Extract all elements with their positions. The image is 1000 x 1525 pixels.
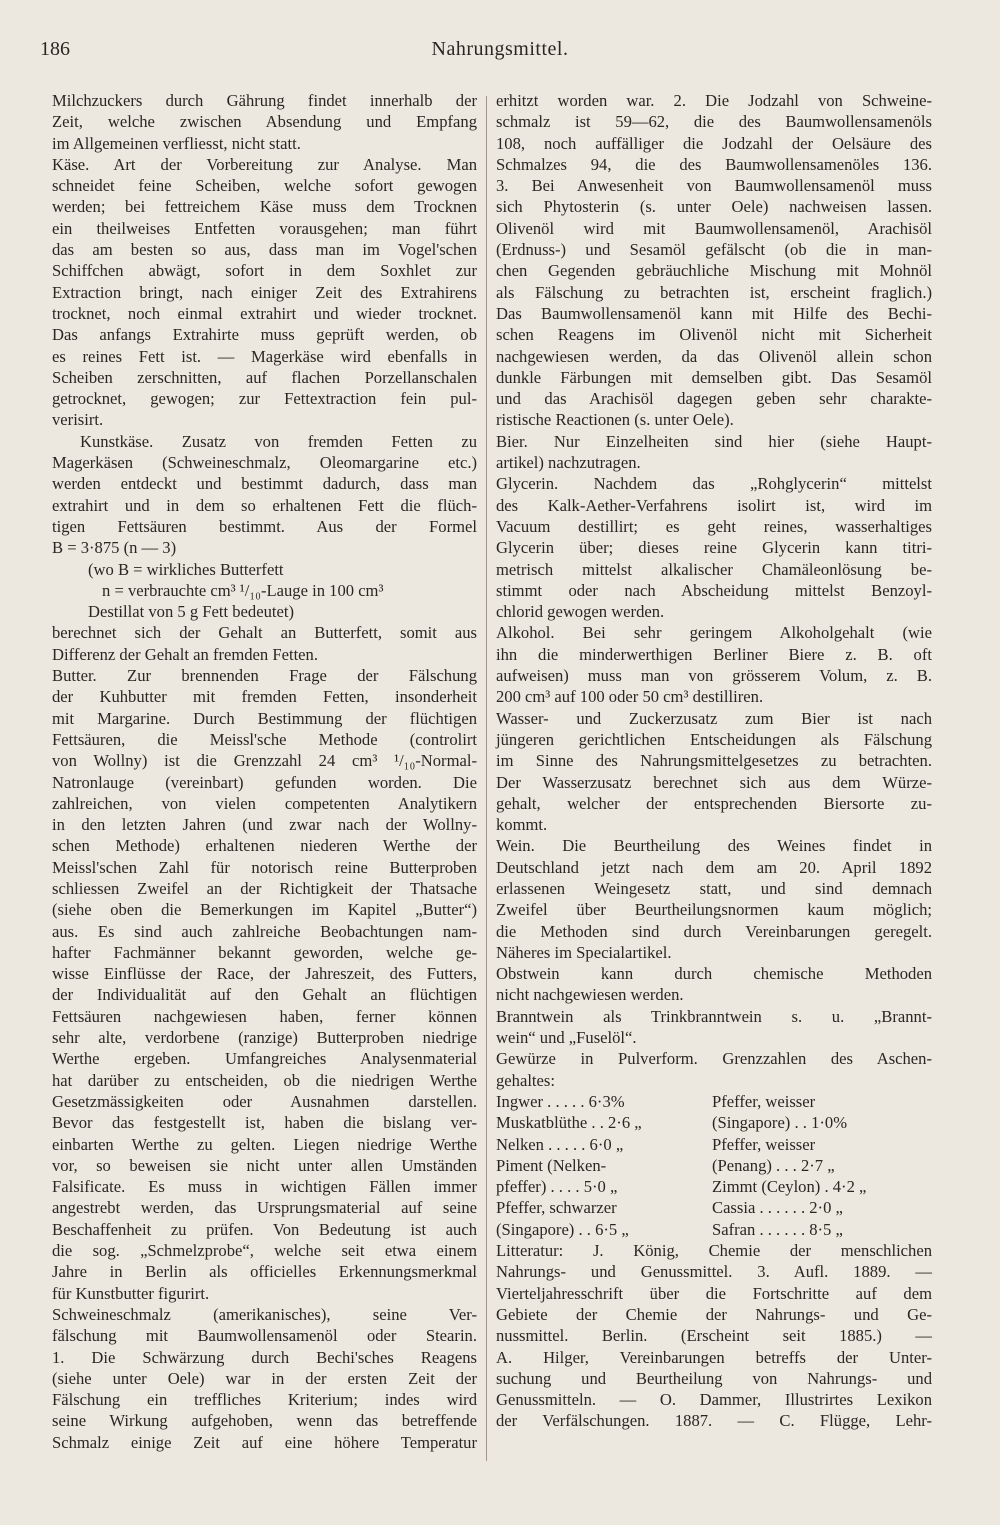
- text-line: von Wollny) ist die Grenzzahl 24 cm³ ¹/₁₀-Normal-: [52, 751, 477, 771]
- left-column: [52, 90, 477, 1453]
- text-line: Vierteljahresschrift über die Fortschritte auf dem: [496, 1283, 932, 1303]
- text-line: verisirt.: [52, 410, 104, 430]
- text-line: Bier. Nur Einzelheiten sind hier (siehe Haupt-: [496, 431, 932, 451]
- text-line: zahlreichen, von vielen competenten Analytikern: [52, 793, 477, 813]
- text-line: (wo B = wirkliches Butterfett: [88, 559, 284, 579]
- text-line: Werthe ergeben. Umfangreiches Analysenmaterial: [52, 1049, 477, 1069]
- table-cell-left: Piment (Nelken-: [496, 1155, 607, 1175]
- text-line: einbarten Werthe zu gelten. Liegen niedrige Werthe: [52, 1134, 477, 1154]
- text-line: der Verfälschungen. 1887. — C. Flügge, Lehr-: [496, 1411, 932, 1431]
- text-line: angestrebt werden, das Ursprungsmaterial auf seine: [52, 1198, 477, 1218]
- text-line: Das anfangs Extrahirte muss geprüft werden, ob: [52, 325, 477, 345]
- text-line: Schmalzes 94, die des Baumwollensamenöles 136.: [496, 154, 932, 174]
- text-line: Gesetzmässigkeiten oder Ausnahmen darstellen.: [52, 1091, 477, 1111]
- text-line: Magerkäsen (Schweineschmalz, Oleomargarine etc.): [52, 453, 477, 473]
- text-line: das am besten so aus, dass man im Vogel'schen: [52, 240, 477, 260]
- text-line: Fettsäuren nachgewiesen haben, ferner können: [52, 1006, 477, 1026]
- text-line: Kunstkäse. Zusatz von fremden Fetten zu: [80, 431, 477, 451]
- table-cell-right: (Singapore) . . 1·0%: [712, 1113, 848, 1133]
- text-line: fälschung mit Baumwollensamenöl oder Stearin.: [52, 1326, 477, 1346]
- text-line: Litteratur: J. König, Chemie der menschlichen: [496, 1241, 932, 1261]
- text-line: aufweisen) muss man von grösserem Volum, z. B.: [496, 666, 932, 686]
- text-line: Fettsäuren, die Meissl'sche Methode (controlirt: [52, 729, 477, 749]
- text-line: suchung und Beurtheilung von Nahrungs- und: [496, 1368, 932, 1388]
- text-line: ristische Reactionen (s. unter Oele).: [496, 410, 734, 430]
- text-line: Milchzuckers durch Gährung findet innerhalb der: [52, 91, 477, 110]
- text-line: Obstwein kann durch chemische Methoden: [496, 964, 932, 984]
- right-column-text: [496, 90, 932, 1091]
- text-line: Vacuum destillirt; es geht reines, wasserhaltiges: [496, 516, 932, 536]
- text-line: werden; bei fettreichem Käse muss dem Trocknen: [52, 197, 477, 217]
- text-line: werden entdeckt und bestimmt dadurch, dass man: [52, 474, 477, 494]
- text-line: im Sinne des Nahrungsmittelgesetzes zu betrachten.: [496, 751, 932, 771]
- table-row: [496, 1091, 932, 1112]
- table-cell-right: Pfeffer, weisser: [712, 1134, 816, 1154]
- text-line: gehaltes:: [496, 1070, 555, 1090]
- table-cell-right: Cassia . . . . . . 2·0 „: [712, 1198, 843, 1218]
- text-line: seine Wirkung aufgehoben, wenn das betreffende: [52, 1411, 477, 1431]
- text-line: trocknet, noch einmal extrahirt und wieder trocknet.: [52, 303, 477, 323]
- text-line: 3. Bei Anwesenheit von Baumwollensamenöl muss: [496, 176, 932, 196]
- text-line: des Kalk-Aether-Verfahrens isolirt ist, wird im: [496, 495, 932, 515]
- text-line: Meissl'schen Zahl für notorisch reine Butterproben: [52, 857, 477, 877]
- text-line: Jahre in Berlin als officielles Erkennungsmerkmal: [52, 1262, 477, 1282]
- text-line: Schweineschmalz (amerikanisches), seine Ver-: [52, 1304, 477, 1324]
- text-line: berechnet sich der Gehalt an Butterfett, somit aus: [52, 623, 477, 643]
- table-row: [496, 1155, 932, 1176]
- text-line: Schmalz einige Zeit auf eine höhere Temperatur: [52, 1432, 477, 1452]
- text-line: (siehe unter Oele) war in der ersten Zeit der: [52, 1368, 477, 1388]
- text-line: Branntwein als Trinkbranntwein s. u. „Brannt-: [496, 1006, 932, 1026]
- text-line: Glycerin über; dieses reine Glycerin kann titri-: [496, 538, 932, 558]
- text-line: schliessen Zweifel an der Richtigkeit der Thatsache: [52, 878, 477, 898]
- text-line: 1. Die Schwärzung durch Bechi'sches Reagens: [52, 1347, 477, 1367]
- text-line: sich Phytosterin (s. unter Oele) nachweisen lassen.: [496, 197, 932, 217]
- text-line: hafter Fachmänner bekannt geworden, welche ge-: [52, 942, 477, 962]
- text-line: Extraction bringt, nach einiger Zeit des Extrahirens: [52, 282, 477, 302]
- text-line: chen Gegenden gebräuchliche Mischung mit Mohnöl: [496, 261, 932, 281]
- text-line: der Individualität auf den Gehalt an flüchtigen: [52, 985, 477, 1005]
- text-line: schneidet feine Scheiben, welche sofort gewogen: [52, 176, 477, 196]
- text-line: B = 3·875 (n — 3): [52, 538, 177, 558]
- text-line: stimmt oder nach Abscheidung mittelst Benzoyl-: [496, 580, 932, 600]
- text-line: getrocknet, gewogen; zur Fettextraction fein pul-: [52, 389, 477, 409]
- text-line: wisse Einflüsse der Race, der Jahreszeit, des Futters,: [52, 964, 477, 984]
- text-line: Nahrungs- und Genussmittel. 3. Aufl. 1889. —: [496, 1262, 932, 1282]
- text-line: Beschaffenheit zu prüfen. Von Bedeutung ist auch: [52, 1219, 477, 1239]
- text-line: Käse. Art der Vorbereitung zur Analyse. Man: [52, 154, 477, 174]
- text-line: der Kuhbutter mit fremden Fetten, insonderheit: [52, 687, 477, 707]
- table-row: [496, 1197, 932, 1218]
- text-line: hat darüber zu entscheiden, ob die niedrigen Werthe: [52, 1070, 477, 1090]
- text-line: Scheiben zerschnitten, auf flachen Porzellanschalen: [52, 367, 477, 387]
- page-header: [40, 38, 960, 68]
- text-line: jüngeren gerichtlichen Entscheidungen als Fälschung: [496, 729, 932, 749]
- text-line: erhitzt worden war. 2. Die Jodzahl von Schweine-: [496, 91, 932, 110]
- text-line: kommt.: [496, 815, 548, 835]
- table-row: [496, 1219, 932, 1240]
- text-line: wein“ und „Fuselöl“.: [496, 1028, 637, 1048]
- text-line: im Allgemeinen verfliesst, nicht statt.: [52, 133, 301, 153]
- text-line: schmalz ist 59—62, die des Baumwollensamenöls: [496, 112, 932, 132]
- ash-content-table: [496, 1091, 932, 1240]
- text-line: es reines Fett ist. — Magerkäse wird ebenfalls in: [52, 346, 477, 366]
- table-cell-left: Nelken . . . . . 6·0 „: [496, 1134, 624, 1154]
- text-line: nicht nachgewiesen werden.: [496, 985, 684, 1005]
- text-line: metrisch mittelst alkalischer Chamäleonlösung be-: [496, 559, 932, 579]
- text-line: und das Arachisöl dagegen geben sehr charakte-: [496, 389, 932, 409]
- text-line: die sog. „Schmelzprobe“, welche seit etwa einem: [52, 1241, 477, 1261]
- text-line: in den letzten Jahren (und zwar nach der Wollny-: [52, 815, 477, 835]
- column-divider: [486, 96, 487, 1461]
- text-line: erlassenen Weingesetz statt, und sind demnach: [496, 878, 932, 898]
- text-line: Zweifel über Beurtheilungsnormen kaum möglich;: [496, 900, 932, 920]
- text-line: Wein. Die Beurtheilung des Weines findet in: [496, 836, 932, 856]
- text-line: dunkle Färbungen mit demselben gibt. Das Sesamöl: [496, 367, 932, 387]
- table-cell-right: Pfeffer, weisser: [712, 1091, 816, 1111]
- text-line: (siehe oben die Bemerkungen im Kapitel „Butter“): [52, 900, 477, 920]
- table-cell-right: Zimmt (Ceylon) . 4·2 „: [712, 1177, 867, 1197]
- text-line: aus. Es sind auch zahlreiche Beobachtungen nam-: [52, 921, 477, 941]
- table-row: [496, 1134, 932, 1155]
- text-line: Falsificate. Es muss in wichtigen Fällen immer: [52, 1177, 477, 1197]
- text-line: 108, noch auffälliger die Jodzahl der Oelsäure des: [496, 133, 932, 153]
- table-row: [496, 1176, 932, 1197]
- text-line: nachgewiesen werden, da das Olivenöl allein schon: [496, 346, 932, 366]
- text-line: als Fälschung zu betrachten ist, erscheint fraglich.): [496, 282, 932, 302]
- text-line: A. Hilger, Vereinbarungen betreffs der Unter-: [496, 1347, 932, 1367]
- text-line: schen Methode) erhaltenen niederen Werthe der: [52, 836, 477, 856]
- text-line: schen Reagens im Olivenöl nicht mit Sicherheit: [496, 325, 932, 345]
- text-line: sehr alte, verdorbene (ranzige) Butterproben niedrige: [52, 1028, 477, 1048]
- table-cell-left: Pfeffer, schwarzer: [496, 1198, 617, 1218]
- page-number: 186: [40, 38, 70, 60]
- text-line: Näheres im Specialartikel.: [496, 942, 672, 962]
- text-line: Wasser- und Zuckerzusatz zum Bier ist nach: [496, 708, 932, 728]
- text-line: mit Margarine. Durch Bestimmung der flüchtigen: [52, 708, 477, 728]
- table-cell-right: (Penang) . . . 2·7 „: [712, 1155, 835, 1175]
- table-cell-left: Muskatblüthe . . 2·6 „: [496, 1113, 642, 1133]
- text-line: chlorid gewogen werden.: [496, 602, 665, 622]
- literature-section: [496, 1240, 932, 1432]
- text-line: tigen Fettsäuren bestimmt. Aus der Formel: [52, 516, 477, 536]
- text-line: Schiffchen abwägt, sofort in dem Soxhlet zur: [52, 261, 477, 281]
- text-line: Gewürze in Pulverform. Grenzzahlen des Aschen-: [496, 1049, 932, 1069]
- table-row: [496, 1112, 932, 1133]
- text-line: für Kunstbutter figurirt.: [52, 1283, 210, 1303]
- table-cell-left: Ingwer . . . . . 6·3%: [496, 1091, 625, 1111]
- text-line: die Methoden sind durch Vereinbarungen geregelt.: [496, 921, 932, 941]
- text-line: Glycerin. Nachdem das „Rohglycerin“ mittelst: [496, 474, 932, 494]
- running-title: Nahrungsmittel.: [431, 38, 569, 60]
- text-line: gehalt, welcher der entsprechenden Biersorte zu-: [496, 793, 932, 813]
- text-line: Deutschland jetzt nach dem am 20. April 1892: [496, 857, 932, 877]
- text-line: artikel) nachzutragen.: [496, 453, 641, 473]
- text-line: Olivenöl wird mit Baumwollensamenöl, Arachisöl: [496, 218, 932, 238]
- text-line: Das Baumwollensamenöl kann mit Hilfe des Bechi-: [496, 303, 932, 323]
- text-line: ihn die minderwerthigen Berliner Biere z. B. oft: [496, 644, 932, 664]
- table-cell-left: (Singapore) . . 6·5 „: [496, 1219, 629, 1239]
- text-line: Der Wasserzusatz berechnet sich aus dem Würze-: [496, 772, 932, 792]
- right-column: [496, 90, 932, 1432]
- text-line: Gebiete der Chemie der Nahrungs- und Ge-: [496, 1304, 932, 1324]
- text-line: Destillat von 5 g Fett bedeutet): [88, 602, 294, 622]
- text-line: Natronlauge (vereinbart) gefunden worden. Die: [52, 772, 477, 792]
- text-line: Differenz der Gehalt an fremden Fetten.: [52, 644, 318, 664]
- text-line: Bevor das festgestellt ist, haben die bislang ver-: [52, 1113, 477, 1133]
- text-line: Genussmitteln. — O. Dammer, Illustrirtes Lexikon: [496, 1390, 932, 1410]
- text-line: vor, so beweisen sie nicht unter allen Umständen: [52, 1155, 477, 1175]
- text-line: n = verbrauchte cm³ ¹/₁₀-Lauge in 100 cm³: [102, 580, 384, 600]
- text-line: nussmittel. Berlin. (Erscheint seit 1885.) —: [496, 1326, 932, 1346]
- table-cell-right: Safran . . . . . . 8·5 „: [712, 1219, 843, 1239]
- text-line: (Erdnuss-) und Sesamöl gefälscht (ob die in man-: [496, 240, 932, 260]
- text-line: Alkohol. Bei sehr geringem Alkoholgehalt (wie: [496, 623, 932, 643]
- text-line: extrahirt und in dem so erhaltenen Fett die flüch-: [52, 495, 477, 515]
- text-line: ein theilweises Entfetten vorausgehen; man führt: [52, 218, 477, 238]
- text-line: Zeit, welche zwischen Absendung und Empfang: [52, 112, 477, 132]
- text-line: 200 cm³ auf 100 oder 50 cm³ destilliren.: [496, 687, 764, 707]
- text-line: Fälschung ein treffliches Kriterium; indes wird: [52, 1390, 477, 1410]
- table-cell-left: pfeffer) . . . . 5·0 „: [496, 1177, 618, 1197]
- text-line: Butter. Zur brennenden Frage der Fälschung: [52, 666, 477, 686]
